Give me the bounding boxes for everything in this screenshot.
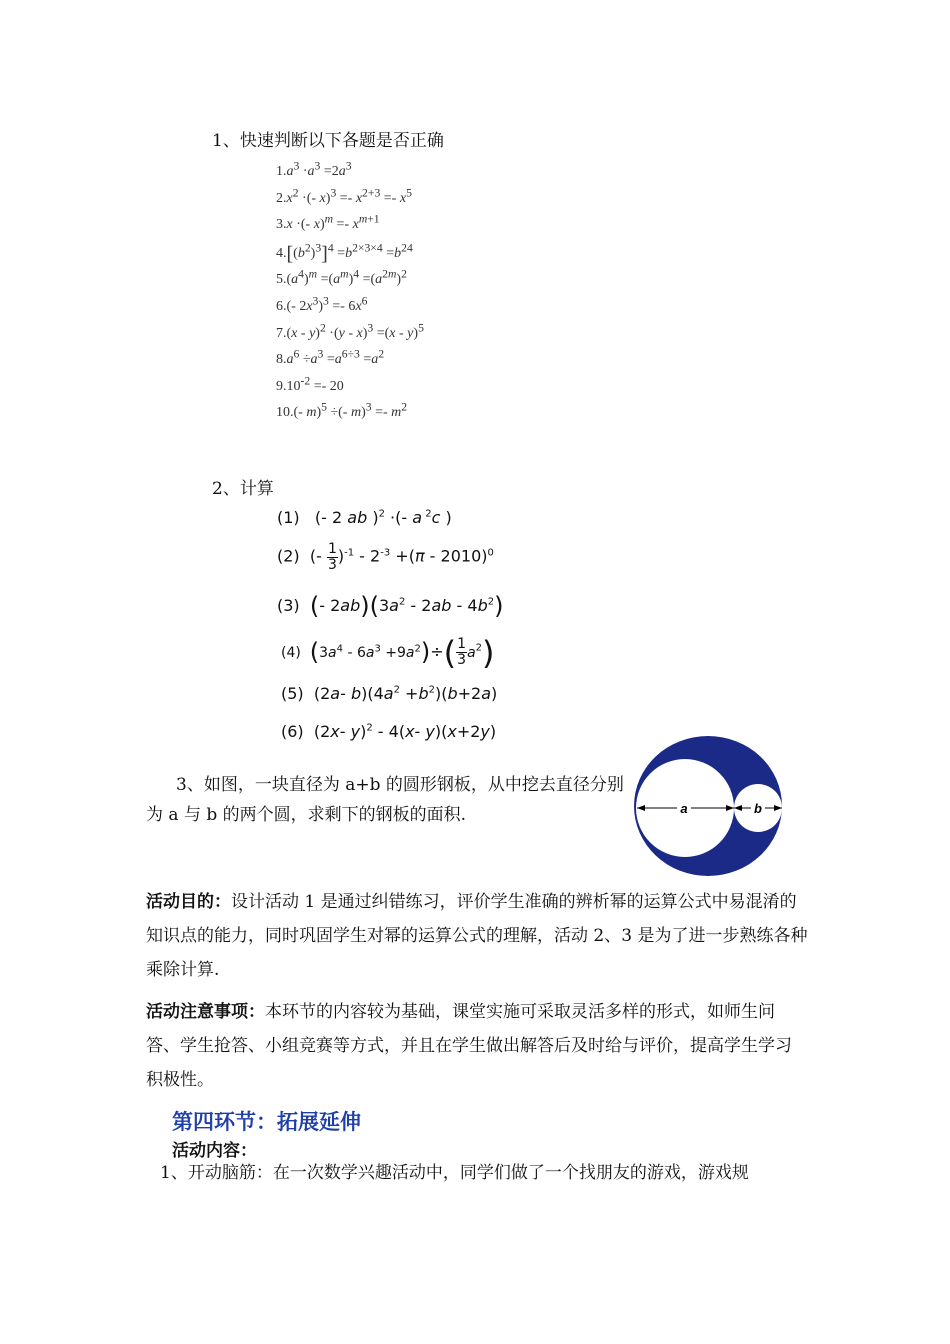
activity-content-label: 活动内容：: [172, 1141, 257, 1161]
calc-item-3: (3) (- $2ab)(3a^2 - 2ab - 4b^2)$: [277, 592, 504, 620]
judge-item-10: 10.(- m)$^5$ ÷(- $m)^3 =- m^2$: [276, 400, 408, 420]
section-four-title: 第四环节：拓展延伸: [172, 1110, 361, 1134]
activity-notes-text: 本环节的内容较为基础，课堂实施可采取灵活多样的形式，如师生问答、学生抢答、小组竞赛等方式，并且在学生做出解答后及时给与评价，提高学生学习积极性。: [146, 1002, 792, 1090]
calc-item-5: (5) (2a- $b)(4a^2 +b^2)(b+2a)$: [281, 684, 498, 703]
calc-item-4: (4) $(3a^4 - 6a^3 +9a^2)\div$( $\frac{1}{3}$ $a^2$): [281, 634, 495, 672]
judge-item-3: 3.x ·(- $x)^m =- x^{m+1}$: [276, 212, 380, 232]
calc-item-2: (2) (- $\frac{1}{3}$ )$^{-1} - 2^{-3} +(\pi - 2010)^0$: [277, 541, 494, 573]
label-a: a: [680, 801, 688, 816]
section-four-item-1: 1、开动脑筋：在一次数学兴趣活动中，同学们做了一个找朋友的游戏，游戏规: [160, 1163, 749, 1183]
judge-item-2: $2.x^2$ ·(- $x)^3 =- x^{2+3} =- x^5$: [276, 186, 412, 206]
calc-item-6: (6) (2x- y)$^2$ - 4(x- y)(x+2y): [281, 722, 497, 741]
activity-goal-text: 设计活动 1 是通过纠错练习，评价学生准确的辨析幂的运算公式中易混淆的知识点的能力，同时巩固学生对幂的运算公式的理解，活动 2、3 是为了进一步熟练各种乘除计算.: [146, 892, 808, 980]
judge-item-7: 7.(x - y)$^2$ ·(y - x)$^3$ =(x - y)$^5$: [276, 321, 424, 341]
label-b: b: [754, 801, 762, 816]
calc-item-1: (1) (- 2 ab )$^2$ ·(- a $^2$c ): [277, 508, 452, 527]
activity-goal: [146, 885, 808, 987]
circle-figure: [632, 734, 784, 878]
q2-title: 2、计算: [212, 479, 274, 499]
q1-title: 1、快速判断以下各题是否正确: [212, 131, 444, 151]
judge-item-9: $9.10^{-2} =- 20$: [276, 374, 344, 394]
activity-goal-label: 活动目的：: [146, 892, 231, 912]
judge-item-1: $1.a^3 \cdot a^3 =2a^3$: [276, 159, 352, 179]
judge-item-8: $8.a^6 \div a^3 =a^{6\div 3} =a^2$: [276, 347, 385, 367]
judge-item-6: 6.(- $2x^3)^3 =- 6x^6$: [276, 294, 368, 314]
activity-notes-label: 活动注意事项：: [146, 1002, 265, 1022]
q3-text: 3、如图，一块直径为 a+b 的圆形钢板，从中挖去直径分别为 a 与 b 的两个圆，求剩下的钢板的面积.: [146, 775, 624, 825]
activity-notes: [146, 995, 808, 1097]
judge-item-4: $4.[(b^2)^3]^4 =b^{2\times 3\times 4} =b^{24}$: [276, 241, 413, 265]
judge-item-5: $5.(a^4)^m =(a^m)^4 =(a^{2m})^2$: [276, 267, 407, 287]
